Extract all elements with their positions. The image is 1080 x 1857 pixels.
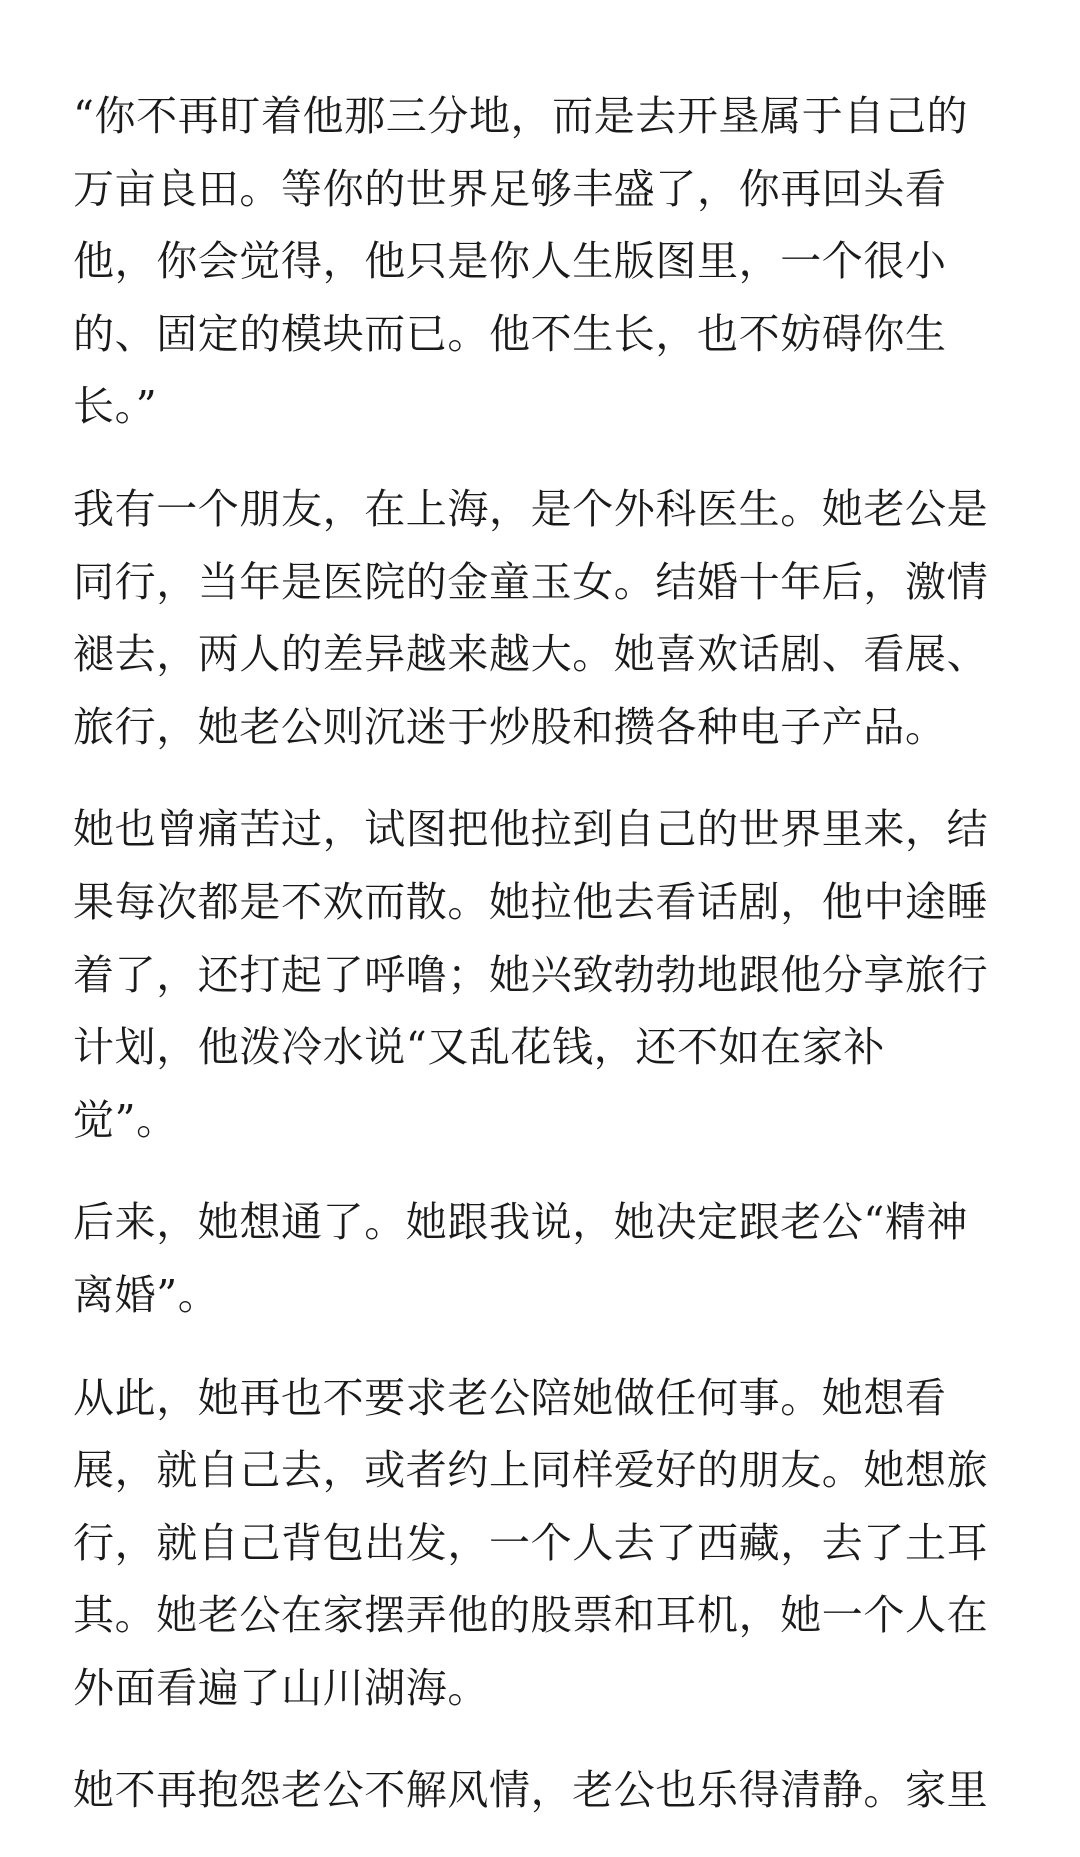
text-line: 计划，他泼冷水说“又乱花钱，还不如在家补 bbox=[73, 1023, 885, 1072]
text-line: 他，你会觉得，他只是你人生版图里，一个很小 bbox=[73, 237, 947, 286]
paragraph bbox=[73, 1186, 993, 1331]
text-line: 同行，当年是医院的金童玉女。结婚十年后，激情 bbox=[73, 557, 989, 606]
text-line: 她也曾痛苦过，试图把他拉到自己的世界里来，结 bbox=[73, 805, 989, 854]
text-line: 着了，还打起了呼噜；她兴致勃勃地跟他分享旅行 bbox=[73, 950, 989, 999]
paragraph bbox=[73, 80, 993, 443]
text-line: 果每次都是不欢而散。她拉他去看话剧，他中途睡 bbox=[73, 877, 989, 926]
text-line: 旅行，她老公则沉迷于炒股和攒各种电子产品。 bbox=[73, 702, 947, 751]
text-line: 后来，她想通了。她跟我说，她决定跟老公“精神 bbox=[73, 1198, 969, 1247]
paragraph bbox=[73, 1362, 993, 1725]
text-line: 她不再抱怨老公不解风情，老公也乐得清静。家里 bbox=[73, 1766, 989, 1815]
text-line: 的、固定的模块而已。他不生长，也不妨碍你生 bbox=[73, 309, 947, 358]
paragraph bbox=[73, 793, 993, 1156]
article-body bbox=[73, 80, 1013, 1857]
text-line: 行，就自己背包出发，一个人去了西藏，去了土耳 bbox=[73, 1518, 989, 1567]
text-line: 从此，她再也不要求老公陪她做任何事。她想看 bbox=[73, 1373, 947, 1422]
text-line: 我有一个朋友，在上海，是个外科医生。她老公是 bbox=[73, 484, 989, 533]
text-line: 外面看遍了山川湖海。 bbox=[73, 1663, 489, 1712]
paragraph bbox=[73, 473, 993, 763]
text-line: 展，就自己去，或者约上同样爱好的朋友。她想旅 bbox=[73, 1446, 989, 1495]
text-line: 其。她老公在家摆弄他的股票和耳机，她一个人在 bbox=[73, 1591, 989, 1640]
paragraph bbox=[73, 1754, 993, 1827]
text-line: 离婚”。 bbox=[73, 1270, 220, 1319]
text-line: 褪去，两人的差异越来越大。她喜欢话剧、看展、 bbox=[73, 630, 989, 679]
text-line: 万亩良田。等你的世界足够丰盛了，你再回头看 bbox=[73, 164, 947, 213]
text-line: “你不再盯着他那三分地，而是去开垦属于自己的 bbox=[73, 92, 969, 140]
text-line: 长。” bbox=[73, 382, 158, 431]
text-line: 觉”。 bbox=[73, 1095, 178, 1144]
